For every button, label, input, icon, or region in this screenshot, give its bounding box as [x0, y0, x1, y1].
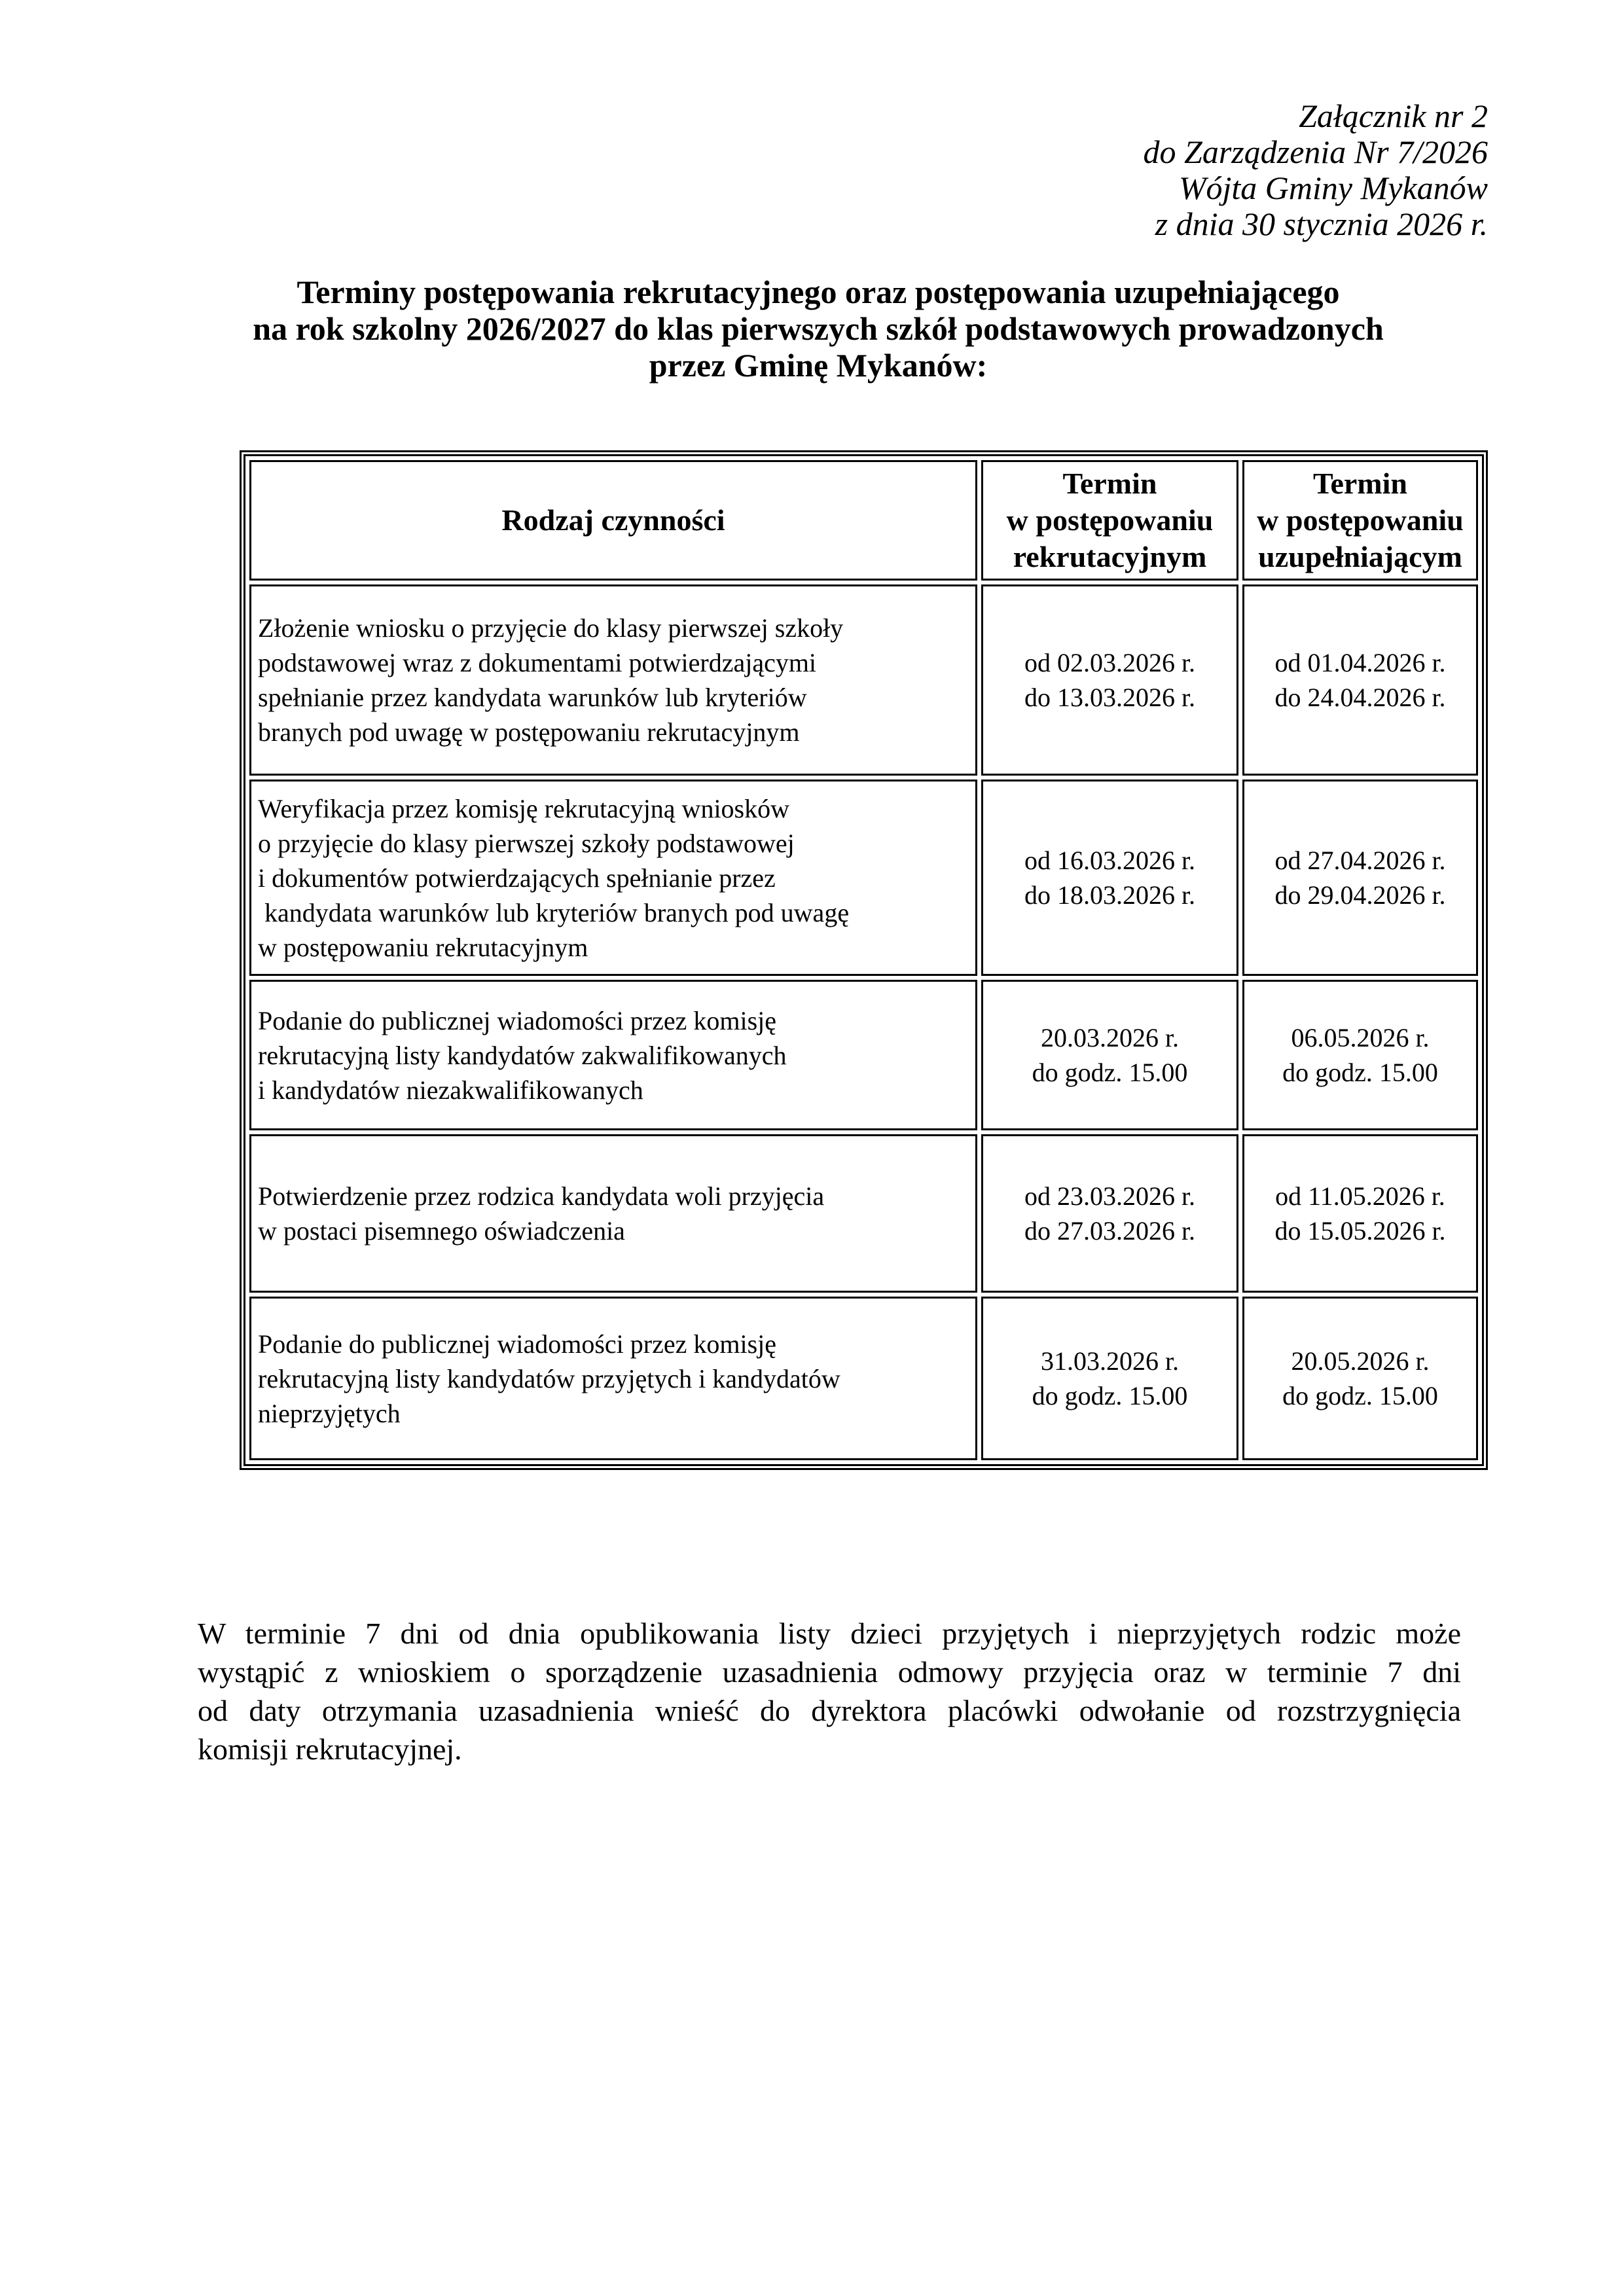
recruitment-date-cell: od 23.03.2026 r. do 27.03.2026 r. — [981, 1134, 1238, 1293]
annex-issuer: Wójta Gminy Mykanów — [1178, 170, 1488, 206]
supplementary-date-cell: 06.05.2026 r. do godz. 15.00 — [1242, 980, 1478, 1130]
schedule-table — [240, 450, 1488, 1470]
title-line: przez Gminę Mykanów: — [649, 347, 988, 384]
supplementary-date-cell: 20.05.2026 r. do godz. 15.00 — [1242, 1297, 1478, 1460]
activity-cell: Złożenie wniosku o przyjęcie do klasy pierwszej szkoły podstawowej wraz z dokumentami potwierdzającymi spełnianie przez kandydata warunków lub kryteriów branych pod uwagę w postępowaniu rekrutacyjnym — [249, 584, 977, 776]
activity-cell: Podanie do publicznej wiadomości przez komisję rekrutacyjną listy kandydatów przyjętych i kandydatów nieprzyjętych — [249, 1297, 977, 1460]
table-row — [249, 980, 1478, 1130]
table-row — [249, 584, 1478, 776]
title-line: na rok szkolny 2026/2027 do klas pierwszych szkół podstawowych prowadzonych — [253, 310, 1384, 347]
title-line: Terminy postępowania rekrutacyjnego oraz postępowania uzupełniającego — [297, 274, 1340, 310]
header-supplementary-term: Termin w postępowaniu uzupełniającym — [1242, 460, 1478, 581]
table-row — [249, 780, 1478, 976]
activity-cell: Potwierdzenie przez rodzica kandydata woli przyjęcia w postaci pisemnego oświadczenia — [249, 1134, 977, 1293]
activity-cell: Weryfikacja przez komisję rekrutacyjną wniosków o przyjęcie do klasy pierwszej szkoły podstawowej i dokumentów potwierdzających spełnianie przez kandydata warunków lub kryteriów branych pod uwagę w postępowaniu rekrutacyjnym — [249, 780, 977, 976]
annex-header — [1144, 98, 1488, 242]
document-title — [196, 274, 1440, 384]
supplementary-date-cell: od 27.04.2026 r. do 29.04.2026 r. — [1242, 780, 1478, 976]
table-row — [249, 1134, 1478, 1293]
supplementary-date-cell: od 11.05.2026 r. do 15.05.2026 r. — [1242, 1134, 1478, 1293]
table-row — [249, 1297, 1478, 1460]
table-header-row — [249, 460, 1478, 581]
annex-number: Załącznik nr 2 — [1299, 98, 1488, 134]
recruitment-date-cell: 31.03.2026 r. do godz. 15.00 — [981, 1297, 1238, 1460]
recruitment-date-cell: od 02.03.2026 r. do 13.03.2026 r. — [981, 584, 1238, 776]
header-recruitment-term: Termin w postępowaniu rekrutacyjnym — [981, 460, 1238, 581]
recruitment-date-cell: 20.03.2026 r. do godz. 15.00 — [981, 980, 1238, 1130]
activity-cell: Podanie do publicznej wiadomości przez komisję rekrutacyjną listy kandydatów zakwalifikowanych i kandydatów niezakwalifikowanych — [249, 980, 977, 1130]
annex-ordinance: do Zarządzenia Nr 7/2026 — [1143, 134, 1488, 170]
recruitment-date-cell: od 16.03.2026 r. do 18.03.2026 r. — [981, 780, 1238, 976]
appeal-note-paragraph: W terminie 7 dni od dnia opublikowania listy dzieci przyjętych i nieprzyjętych rodzic może wystąpić z wnioskiem o sporządzenie uzasadnienia odmowy przyjęcia oraz w terminie 7 dni od daty otrzymania uzasadnienia wnieść do dyrektora placówki odwołanie od rozstrzygnięcia komisji rekrutacyjnej. — [198, 1617, 1461, 1766]
header-activity: Rodzaj czynności — [249, 460, 977, 581]
annex-date: z dnia 30 stycznia 2026 r. — [1155, 206, 1488, 242]
supplementary-date-cell: od 01.04.2026 r. do 24.04.2026 r. — [1242, 584, 1478, 776]
